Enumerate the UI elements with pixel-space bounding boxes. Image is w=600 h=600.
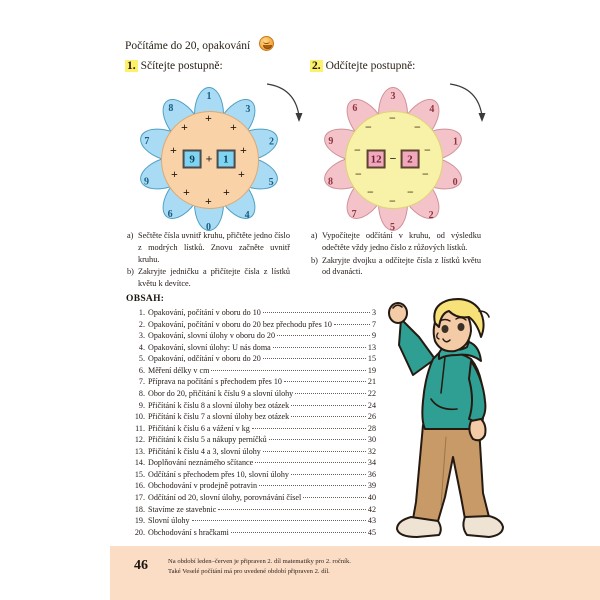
minus-sign-icon: − <box>407 185 414 199</box>
toc-leader <box>259 485 366 486</box>
toc-number: 19. <box>134 516 145 526</box>
subtraction-flower-diagram <box>318 84 468 234</box>
petal-value: 5 <box>390 222 396 233</box>
toc-label: Doplňování neznámého sčítance <box>148 458 254 468</box>
toc-leader <box>211 370 366 371</box>
toc-entry[interactable] <box>131 342 376 354</box>
toc-leader <box>192 520 366 521</box>
toc-leader <box>263 312 370 313</box>
instruction-text: Vypočítejte odčítání v kruhu, od výsledku odečtěte vždy jedno číslo z růžových lístků. <box>322 231 481 252</box>
petal-value: 7 <box>144 136 150 148</box>
toc-entry[interactable] <box>131 423 376 435</box>
equation-operand-left: 12 <box>367 150 386 169</box>
toc-label: Opakování, počítání v oboru do 20 bez přechodu přes 10 <box>148 319 332 329</box>
toc-entry[interactable] <box>131 480 376 492</box>
petal-value: 1 <box>452 136 458 148</box>
toc-leader <box>269 439 366 440</box>
toc-leader <box>303 497 366 498</box>
equation-operand-right: 1 <box>216 150 235 169</box>
toc-entry[interactable] <box>131 411 376 423</box>
toc-number: 5. <box>138 354 145 364</box>
task-2-number: 2. <box>312 60 321 72</box>
task-1-number: 1. <box>127 60 136 72</box>
toc-label: Přičítání k číslu 6 a vážení v kg <box>148 423 250 433</box>
toc-page: 36 <box>367 469 376 479</box>
toc-number: 4. <box>138 342 145 352</box>
toc-page: 15 <box>367 354 376 364</box>
toc-entry[interactable] <box>131 319 376 331</box>
toc-number: 11. <box>135 423 145 433</box>
task-2-label: Odčítejte postupně: <box>325 60 416 72</box>
toc-page: 40 <box>367 493 376 502</box>
toc-label: Opakování, odčítání v oboru do 20 <box>148 354 261 364</box>
toc-leader <box>218 509 366 510</box>
smiley-face-icon <box>259 36 274 51</box>
toc-entry[interactable] <box>131 365 376 377</box>
petal-value: 2 <box>268 136 274 148</box>
toc-number: 15. <box>134 469 145 479</box>
toc-number: 20. <box>134 527 145 537</box>
equation-operator: − <box>389 151 397 166</box>
toc-number: 9. <box>138 400 145 410</box>
task-1-label: Sčítejte postupně: <box>140 60 223 72</box>
petal-value: 6 <box>352 103 358 115</box>
petal-value: 9 <box>328 136 334 148</box>
minus-sign-icon: − <box>422 167 429 181</box>
minus-sign-icon: − <box>414 120 421 134</box>
toc-label: Odčítání od 20, slovní úlohy, porovnávání čísel <box>148 493 302 502</box>
toc-entry[interactable] <box>131 400 376 412</box>
center-equation <box>183 150 236 169</box>
equation-operand-right: 2 <box>400 150 419 169</box>
plus-sign-icon: + <box>205 194 212 208</box>
minus-sign-icon: − <box>424 143 431 157</box>
addition-flower-diagram <box>134 84 284 234</box>
toc-number: 8. <box>138 388 145 398</box>
toc-page: 9 <box>371 331 376 341</box>
toc-number: 12. <box>134 435 145 445</box>
page-header <box>125 36 274 52</box>
toc-leader <box>263 358 366 359</box>
task-2-title <box>310 60 415 72</box>
petal-value: 6 <box>168 209 174 221</box>
toc-label: Přičítání k číslu 7 a slovní úlohy bez otázek <box>148 412 290 422</box>
petal-value: 2 <box>428 209 434 221</box>
minus-sign-icon: − <box>355 167 362 181</box>
toc-leader <box>291 474 366 475</box>
toc-entry[interactable] <box>131 469 376 481</box>
minus-sign-icon: − <box>389 194 396 208</box>
toc-entry[interactable] <box>131 446 376 458</box>
toc-page: 24 <box>367 400 376 410</box>
curved-arrow-icon <box>265 82 309 128</box>
toc-label: Obchodování s hračkami <box>148 527 229 537</box>
toc-entry[interactable] <box>131 457 376 469</box>
toc-entry[interactable] <box>131 515 376 527</box>
toc-leader <box>231 532 366 533</box>
toc-page: 34 <box>367 458 376 468</box>
toc-label: Opakování, počítání v oboru do 10 <box>148 308 261 317</box>
instruction-text: Zakryjte dvojku a odčítejte čísla z lístků květu od dvanácti. <box>322 255 481 277</box>
toc-entry[interactable] <box>131 527 376 539</box>
instruction-item <box>311 255 481 279</box>
instruction-text: Zakryjte jedničku a přičítejte čísla z lístků květu k devítce. <box>138 267 290 289</box>
toc-entry[interactable] <box>131 307 376 319</box>
plus-sign-icon: + <box>205 111 212 125</box>
toc-label: Obchodování v prodejně potravin <box>148 481 258 491</box>
petal-value: 0 <box>206 222 212 233</box>
toc-page: 45 <box>367 527 376 537</box>
task-2-instructions <box>311 230 481 279</box>
petal-value: 7 <box>352 209 358 221</box>
petal-value: 5 <box>268 176 274 188</box>
instruction-item <box>311 230 481 254</box>
toc-number: 3. <box>138 331 145 341</box>
instruction-item <box>127 266 290 290</box>
toc-leader <box>334 324 370 325</box>
curved-arrow-icon <box>448 82 492 128</box>
toc-number: 2. <box>138 319 145 329</box>
header-title: Počítáme do 20, opakování <box>125 40 251 52</box>
instruction-text: Sečtěte čísla uvnitř kruhu, přičtěte jedno číslo z modrých lístků. Znovu začněte uvnitř kruhu. <box>138 231 290 264</box>
toc-number: 1. <box>138 308 145 317</box>
plus-sign-icon: + <box>171 167 178 181</box>
petal-value: 3 <box>244 103 250 115</box>
minus-sign-icon: − <box>365 120 372 134</box>
minus-sign-icon: − <box>367 185 374 199</box>
toc-entry[interactable] <box>131 330 376 342</box>
toc-number: 7. <box>138 377 145 387</box>
petal-value: 8 <box>168 103 174 115</box>
toc-page: 13 <box>367 342 376 352</box>
toc-entry[interactable] <box>131 376 376 388</box>
instruction-label: a) <box>311 231 318 240</box>
toc-number: 14. <box>134 458 145 468</box>
instruction-label: a) <box>127 231 134 240</box>
footer-note-line-2: Také Veselé počítání má pro uvedené období připraven 2. díl. <box>168 568 330 576</box>
toc-label: Odčítání s přechodem přes 10, slovní úlohy <box>148 469 289 479</box>
toc-leader <box>277 335 370 336</box>
toc-label: Přičítání k číslu 8 a slovní úlohy bez otázek <box>148 400 290 410</box>
instruction-item <box>127 230 290 265</box>
toc-page: 19 <box>367 365 376 375</box>
toc-page: 26 <box>367 412 376 422</box>
contents-title: OBSAH: <box>126 294 165 304</box>
plus-sign-icon: + <box>183 185 190 199</box>
toc-page: 21 <box>367 377 376 387</box>
toc-page: 28 <box>367 423 376 433</box>
toc-page: 43 <box>367 516 376 526</box>
toc-number: 6. <box>138 365 145 375</box>
toc-page: 7 <box>371 319 376 329</box>
toc-leader <box>273 347 366 348</box>
petal-value: 3 <box>390 91 396 102</box>
toc-number: 17. <box>134 493 145 502</box>
instruction-label: b) <box>127 267 134 277</box>
toc-entry[interactable] <box>131 353 376 365</box>
toc-number: 16. <box>134 481 145 491</box>
toc-entry[interactable] <box>131 492 376 504</box>
toc-page: 32 <box>367 446 376 456</box>
toc-label: Opakování, slovní úlohy: U nás doma <box>148 342 271 352</box>
petal-value: 4 <box>428 103 434 115</box>
toc-label: Stavíme ze stavebnic <box>148 504 217 514</box>
task-1-instructions <box>127 230 290 291</box>
plus-sign-icon: + <box>170 143 177 157</box>
toc-number: 18. <box>134 504 145 514</box>
toc-page: 22 <box>367 388 376 398</box>
petal-value: 1 <box>206 91 212 102</box>
toc-label: Obor do 20, přičítání k číslu 9 a slovní úlohy <box>148 388 294 398</box>
toc-entry[interactable] <box>131 504 376 516</box>
boy-raising-hand-illustration <box>383 297 543 547</box>
toc-label: Přičítání k číslu 5 a nákupy perníčků <box>148 435 267 445</box>
toc-label: Příprava na počítání s přechodem přes 10 <box>148 377 282 387</box>
equation-operator: + <box>205 151 213 166</box>
toc-leader <box>284 381 366 382</box>
toc-label: Slovní úlohy <box>148 516 190 526</box>
footer-note <box>168 557 351 577</box>
toc-label: Opakování, slovní úlohy v oboru do 20 <box>148 331 276 341</box>
toc-page: 30 <box>367 435 376 445</box>
equation-operand-left: 9 <box>183 150 202 169</box>
center-equation <box>367 150 420 169</box>
toc-leader <box>291 405 366 406</box>
petal-value: 8 <box>328 176 334 188</box>
instruction-label: b) <box>311 255 318 265</box>
toc-page: 3 <box>371 308 376 317</box>
toc-leader <box>295 393 366 394</box>
toc-page: 42 <box>367 504 376 514</box>
toc-leader <box>252 428 366 429</box>
page-footer <box>110 546 600 600</box>
toc-label: Přičítání k číslu 4 a 3, slovní úlohy <box>148 446 261 456</box>
toc-entry[interactable] <box>131 388 376 400</box>
toc-label: Měření délky v cm <box>148 365 210 375</box>
footer-note-line-1: Na období leden–červen je připraven 2. díl matematiky pro 2. ročník. <box>168 558 351 565</box>
plus-sign-icon: + <box>240 143 247 157</box>
task-1-title <box>125 60 223 72</box>
toc-number: 10. <box>134 412 145 422</box>
petal-value: 4 <box>244 209 250 221</box>
toc-number: 13. <box>134 446 145 456</box>
petal-value: 0 <box>452 176 458 188</box>
page-number: 46 <box>134 558 148 573</box>
petal-value: 9 <box>144 176 150 188</box>
minus-sign-icon: − <box>354 143 361 157</box>
toc-page: 39 <box>367 481 376 491</box>
toc-leader <box>291 416 366 417</box>
plus-sign-icon: + <box>238 167 245 181</box>
minus-sign-icon: − <box>389 111 396 125</box>
table-of-contents <box>131 307 376 538</box>
toc-entry[interactable] <box>131 434 376 446</box>
toc-leader <box>263 451 366 452</box>
plus-sign-icon: + <box>230 120 237 134</box>
plus-sign-icon: + <box>181 120 188 134</box>
plus-sign-icon: + <box>223 185 230 199</box>
toc-leader <box>255 462 366 463</box>
